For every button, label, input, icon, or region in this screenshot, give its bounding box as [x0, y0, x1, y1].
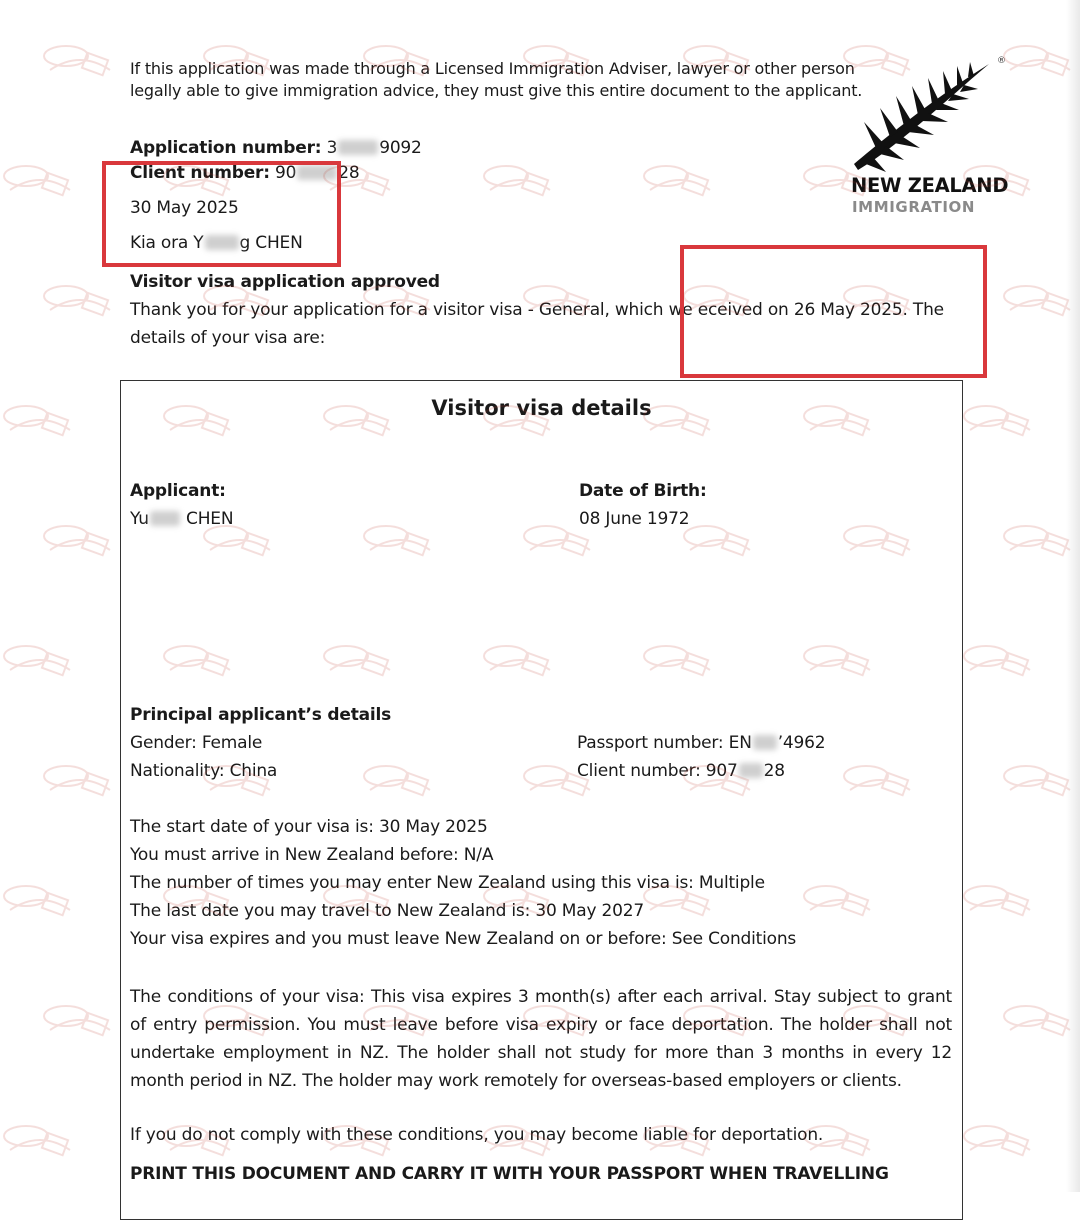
watermark-stamp [960, 400, 1038, 440]
watermark-stamp [640, 160, 718, 200]
logo-immigration: IMMIGRATION [852, 198, 976, 216]
watermark-stamp [0, 1120, 78, 1160]
redaction-blur [338, 140, 378, 155]
principal-client-prefix: Client number: 907 [577, 761, 738, 781]
watermark-stamp [960, 640, 1038, 680]
dob-value: 08 June 1972 [579, 509, 690, 529]
highlight-box-header [102, 161, 341, 267]
redaction-blur [150, 511, 180, 526]
watermark-stamp [40, 40, 118, 80]
logo-new-zealand: NEW ZEALAND [851, 174, 1009, 197]
principal-client-number [577, 761, 785, 781]
redaction-blur [739, 763, 763, 778]
arrive-before: You must arrive in New Zealand before: N/A [130, 845, 494, 865]
letter-date: 30 May 2025 [130, 198, 239, 218]
watermark-stamp [960, 1120, 1038, 1160]
approval-heading: Visitor visa application approved [130, 272, 440, 292]
greeting-prefix: Kia ora Y [130, 233, 204, 253]
watermark-stamp [40, 280, 118, 320]
approval-line-1b: eceived on 26 May 2025. The [697, 300, 944, 320]
visa-details-title: Visitor visa details [431, 396, 652, 420]
watermark-stamp [0, 400, 78, 440]
watermark-stamp [40, 760, 118, 800]
visa-conditions: The conditions of your visa: This visa expires 3 month(s) after each arrival. Stay subject to grant of entry permission. You must leave before visa expiry or face deportation. The holder shall not undertake employment in NZ. The holder shall not study for more than 3 months in every 12 month period in NZ. The holder may work remotely for overseas-based employers or clients. [130, 987, 952, 1091]
passport-number [577, 733, 825, 753]
principal-client-suffix: 28 [763, 761, 785, 781]
application-number-prefix: 3 [326, 138, 338, 158]
client-number-prefix: 90 [275, 163, 297, 183]
applicant-name [130, 509, 233, 529]
approval-line-1a: Thank you for your application for a visitor visa - General, which we [130, 300, 698, 320]
application-number [130, 138, 422, 158]
last-travel-date: The last date you may travel to New Zealand is: 30 May 2027 [130, 901, 644, 921]
visa-expiry: Your visa expires and you must leave New Zealand on or before: See Conditions [130, 929, 797, 949]
applicant-prefix: Yu [130, 509, 149, 529]
passport-prefix: Passport number: EN [577, 733, 752, 753]
comply-warning: If you do not comply with these conditions, you may become liable for deportation. [130, 1125, 824, 1145]
print-notice: PRINT THIS DOCUMENT AND CARRY IT WITH YOUR PASSPORT WHEN TRAVELLING [130, 1164, 889, 1184]
start-date: The start date of your visa is: 30 May 2025 [130, 817, 488, 837]
watermark-stamp [0, 160, 78, 200]
watermark-stamp [40, 520, 118, 560]
dob-label: Date of Birth: [579, 481, 707, 501]
watermark-stamp [0, 640, 78, 680]
application-number-label: Application number: [130, 138, 322, 158]
page-edge-shadow [1066, 0, 1080, 1192]
watermark-stamp [40, 1000, 118, 1040]
applicant-label: Applicant: [130, 481, 226, 501]
intro-line-2: legally able to give immigration advice, they must give this entire document to the applicant. [130, 81, 863, 100]
applicant-suffix: CHEN [186, 509, 234, 529]
watermark-stamp [480, 160, 558, 200]
watermark-stamp [960, 880, 1038, 920]
client-number-label: Client number: [130, 163, 270, 183]
gender: Gender: Female [130, 733, 263, 753]
highlight-box-received-date [680, 245, 987, 378]
entries: The number of times you may enter New Zealand using this visa is: Multiple [130, 873, 765, 893]
greeting-suffix: g CHEN [239, 233, 303, 253]
application-number-suffix: 9092 [379, 138, 422, 158]
principal-heading: Principal applicant’s details [130, 705, 392, 725]
intro-line-1: If this application was made through a Licensed Immigration Adviser, lawyer or other person [130, 59, 855, 78]
redaction-blur [753, 735, 777, 750]
client-number-suffix: 28 [338, 163, 360, 183]
passport-suffix: ’4962 [777, 733, 826, 753]
approval-line-2: details of your visa are: [130, 328, 326, 348]
watermark-stamp [0, 880, 78, 920]
registered-mark: ® [997, 56, 1006, 66]
nationality: Nationality: China [130, 761, 278, 781]
